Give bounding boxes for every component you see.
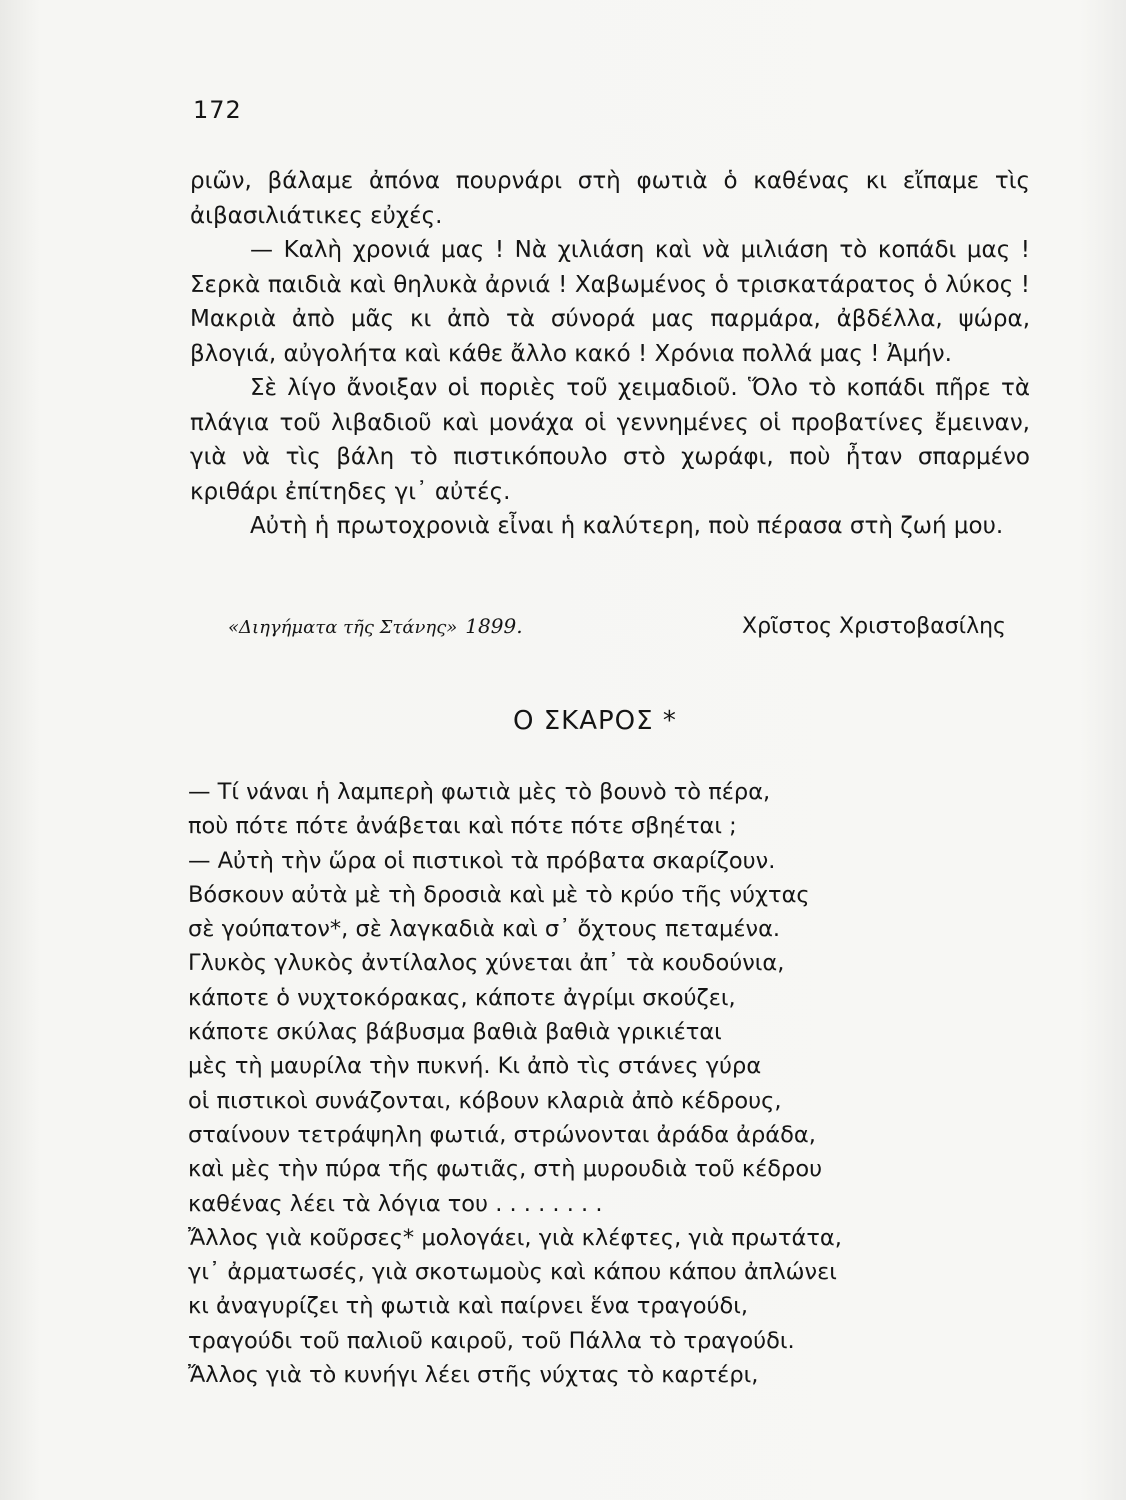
source-citation	[228, 614, 523, 638]
poem-line: καθένας λέει τὰ λόγια του . . . . . . . .	[188, 1190, 603, 1217]
poem-line: κάποτε ὁ νυχτοκόρακας, κάποτε ἀγρίμι σκούζει,	[188, 984, 736, 1011]
poem-line: Ἄλλος γιὰ κοῦρσες* μολογάει, γιὰ κλέφτες, γιὰ πρωτάτα,	[188, 1224, 842, 1251]
source-year: 1899.	[465, 614, 523, 638]
poem-text	[188, 775, 1008, 1392]
poem-line: Βόσκουν αὐτὰ μὲ τὴ δροσιὰ καὶ μὲ τὸ κρύο τῆς νύχτας	[188, 881, 810, 908]
prose-paragraph: Σὲ λίγο ἄνοιξαν οἱ ποριὲς τοῦ χειμαδιοῦ. Ὅλο τὸ κοπάδι πῆρε τὰ πλάγια τοῦ λιβαδιοῦ καὶ μονάχα οἱ γεννημένες οἱ προβατίνες ἔμειναν, γιὰ νὰ τὶς βάλη τὸ πιστικόπουλο στὸ χωράφι, ποὺ ἦταν σπαρμένο κριθάρι ἐπίτηδες γι᾽ αὐτές.	[190, 375, 1030, 505]
poem-line: Γλυκὸς γλυκὸς ἀντίλαλος χύνεται ἀπ᾽ τὰ κουδούνια,	[188, 950, 785, 977]
poem-line: — Αὐτὴ τὴν ὥρα οἱ πιστικοὶ τὰ πρόβατα σκαρίζουν.	[188, 847, 776, 874]
poem-line: τραγούδι τοῦ παλιοῦ καιροῦ, τοῦ Πάλλα τὸ τραγούδι.	[188, 1327, 795, 1354]
prose-text	[190, 164, 1030, 544]
page-number: 172	[193, 96, 242, 124]
prose-paragraph: — Καλὴ χρονιά μας ! Νὰ χιλιάση καὶ νὰ μιλιάση τὸ κοπάδι μας ! Σερκὰ παιδιὰ καὶ θηλυκὰ ἀρνιά ! Χαβωμένος ὁ τρισκατάρατος ὁ λύκος ! Μακριὰ ἀπὸ μᾶς κι ἀπὸ τὰ σύνορά μας παρμάρα, ἀβδέλλα, ψώρα, βλογιά, αὐγολήτα καὶ κάθε ἄλλο κακό ! Χρόνια πολλά μας ! Ἀμήν.	[190, 237, 1030, 367]
poem-line: ποὺ πότε πότε ἀνάβεται καὶ πότε πότε σβηέται ;	[188, 813, 737, 840]
poem-line: οἱ πιστικοὶ συνάζονται, κόβουν κλαριὰ ἀπὸ κέδρους,	[188, 1087, 782, 1114]
poem-line: κάποτε σκύλας βάβυσμα βαθιὰ βαθιὰ γρικιέται	[188, 1019, 722, 1046]
prose-paragraph: Αὐτὴ ἡ πρωτοχρονιὰ εἶναι ἡ καλύτερη, ποὺ πέρασα στὴ ζωή μου.	[250, 513, 1004, 539]
author-name: Χρῖστος Χριστοβασίλης	[742, 614, 1006, 639]
poem-line: γι᾽ ἀρματωσές, γιὰ σκοτωμοὺς καὶ κάπου κάπου ἀπλώνει	[188, 1259, 837, 1286]
poem-line: σὲ γούπατον*, σὲ λαγκαδιὰ καὶ σ᾽ ὄχτους πεταμένα.	[188, 916, 781, 943]
poem-line: Ἄλλος γιὰ τὸ κυνήγι λέει στῆς νύχτας τὸ καρτέρι,	[188, 1362, 759, 1389]
poem-line: σταίνουν τετράψηλη φωτιά, στρώνονται ἀράδα ἀράδα,	[188, 1121, 816, 1148]
poem-line: καὶ μὲς τὴν πύρα τῆς φωτιᾶς, στὴ μυρουδιὰ τοῦ κέδρου	[188, 1156, 823, 1183]
poem-line: μὲς τὴ μαυρίλα τὴν πυκνή. Κι ἀπὸ τὶς στάνες γύρα	[188, 1053, 762, 1080]
poem-line: — Τί νάναι ἡ λαμπερὴ φωτιὰ μὲς τὸ βουνὸ τὸ πέρα,	[188, 779, 771, 805]
poem-line: κι ἀναγυρίζει τὴ φωτιὰ καὶ παίρνει ἕνα τραγούδι,	[188, 1293, 749, 1320]
poem-title: Ο ΣΚΑΡΟΣ *	[513, 706, 677, 736]
source-title: «Διηγήματα τῆς Στάνης»	[228, 617, 458, 638]
prose-paragraph: ριῶν, βάλαμε ἀπόνα πουρνάρι στὴ φωτιὰ ὁ καθένας κι εἴπαμε τὶς ἀιβασιλιάτικες εὐχές.	[190, 168, 1030, 229]
